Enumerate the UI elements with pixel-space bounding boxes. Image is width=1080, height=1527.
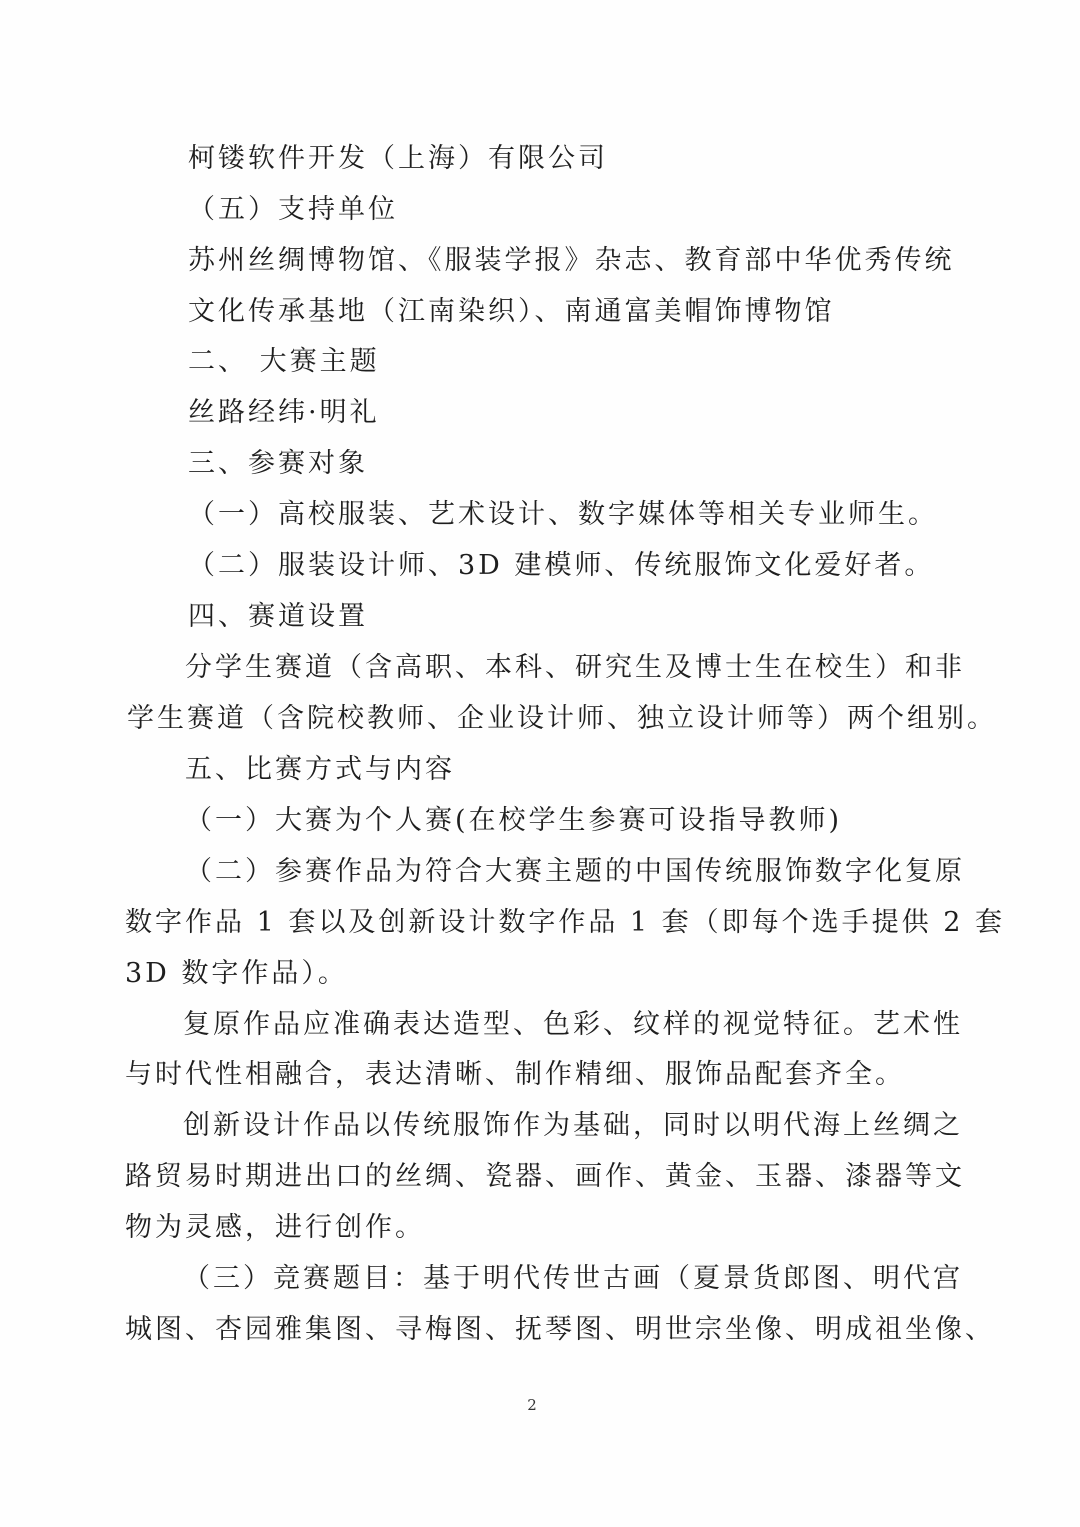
text-line-1: 柯镂软件开发（上海）有限公司 <box>188 143 608 174</box>
text-line-6: 丝路经纬·明礼 <box>188 397 380 428</box>
text-line-10: 四、赛道设置 <box>188 601 368 632</box>
text-line-2: （五）支持单位 <box>188 194 398 225</box>
text-line-19: 与时代性相融合，表达清晰、制作精细、服饰品配套齐全。 <box>125 1059 905 1090</box>
text-line-14: （一）大赛为个人赛(在校学生参赛可设指导教师) <box>185 805 843 836</box>
text-line-8: （一）高校服装、艺术设计、数字媒体等相关专业师生。 <box>188 499 938 530</box>
text-line-5: 二、 大赛主题 <box>188 346 380 377</box>
text-line-20: 创新设计作品以传统服饰作为基础，同时以明代海上丝绸之 <box>183 1110 963 1141</box>
text-line-18: 复原作品应准确表达造型、色彩、纹样的视觉特征。艺术性 <box>183 1009 963 1040</box>
text-line-24: 城图、杏园雅集图、寻梅图、抚琴图、明世宗坐像、明成祖坐像、 <box>125 1314 995 1345</box>
text-line-7: 三、参赛对象 <box>188 448 368 479</box>
text-line-16: 数字作品 1 套以及创新设计数字作品 1 套（即每个选手提供 2 套 <box>125 907 1006 938</box>
text-line-17: 3D 数字作品）。 <box>125 958 348 989</box>
text-line-21: 路贸易时期进出口的丝绸、瓷器、画作、黄金、玉器、漆器等文 <box>125 1161 965 1192</box>
page-number: 2 <box>527 1396 537 1414</box>
text-line-12: 学生赛道（含院校教师、企业设计师、独立设计师等）两个组别。 <box>127 703 997 734</box>
text-line-3: 苏州丝绸博物馆、《服装学报》杂志、教育部中华优秀传统 <box>188 245 955 276</box>
text-line-22: 物为灵感，进行创作。 <box>125 1212 425 1243</box>
text-line-9: （二）服装设计师、3D 建模师、传统服饰文化爱好者。 <box>188 550 935 581</box>
text-line-15: （二）参赛作品为符合大赛主题的中国传统服饰数字化复原 <box>185 856 965 887</box>
text-line-4: 文化传承基地（江南染织）、南通富美帽饰博物馆 <box>188 296 835 327</box>
text-line-11: 分学生赛道（含高职、本科、研究生及博士生在校生）和非 <box>185 652 965 683</box>
text-line-13: 五、比赛方式与内容 <box>185 754 455 785</box>
text-line-23: （三）竞赛题目：基于明代传世古画（夏景货郎图、明代宫 <box>183 1263 963 1294</box>
